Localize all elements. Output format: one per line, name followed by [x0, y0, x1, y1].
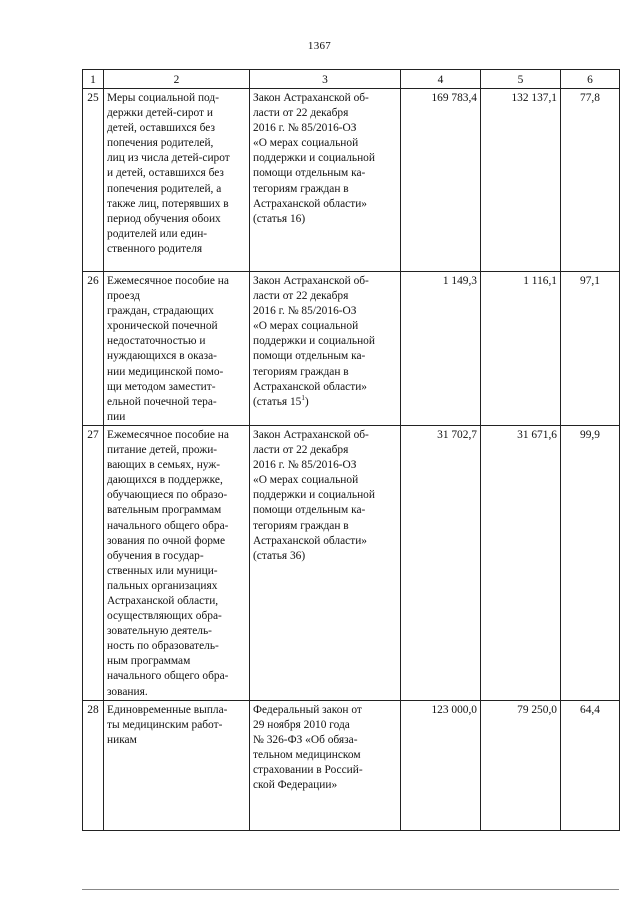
column-header: 1: [83, 70, 104, 89]
budget-table: [82, 69, 620, 831]
table-header-row: [83, 70, 620, 89]
table-row: [83, 272, 620, 426]
column-header: 3: [250, 70, 401, 89]
measure-cell: Ежемесячное пособие на проезд граждан, страдающих хронической почечной недостаточностью и нуждающихся в оказа- нии медицинской помо- щи методом заместит- ельной почечной тера- пии: [104, 272, 250, 426]
column-header: 5: [481, 70, 561, 89]
percent-cell: 64,4: [561, 700, 620, 830]
law-cell: Закон Астраханской об- ласти от 22 декабря 2016 г. № 85/2016-ОЗ «О мерах социальной поддержки и социальной помощи отдельным ка- тегориям граждан в Астраханской области» (статья 16): [250, 89, 401, 272]
amount-cell: 79 250,0: [481, 700, 561, 830]
amount-cell: 1 149,3: [401, 272, 481, 426]
percent-cell: 99,9: [561, 425, 620, 700]
law-cell: Закон Астраханской об- ласти от 22 декабря 2016 г. № 85/2016-ОЗ «О мерах социальной поддержки и социальной помощи отдельным ка- тегориям граждан в Астраханской области» (статья 36): [250, 425, 401, 700]
law-cell: Федеральный закон от 29 ноября 2010 года № 326-ФЗ «Об обяза- тельном медицинском страховании в Россий- ской Федерации»: [250, 700, 401, 830]
row-number: 25: [83, 89, 104, 272]
table-row: [83, 89, 620, 272]
law-cell: [250, 272, 401, 426]
law-article: (статья $15^1$): [253, 393, 309, 408]
amount-cell: 123 000,0: [401, 700, 481, 830]
column-header: 4: [401, 70, 481, 89]
row-number: 27: [83, 425, 104, 700]
amount-cell: 169 783,4: [401, 89, 481, 272]
measure-cell: Ежемесячное пособие на питание детей, прожи- вающих в семьях, нуж- дающихся в поддержке, обучающиеся по образо- вательным программам начального общего обра- зования по очной форме обучения в государ- ственных или муници- пальных организациях Астраханской области, осуществляющих обра- зовательную деятель- ность по образователь- ным программам начального общего обра- зования.: [104, 425, 250, 700]
measure-cell: Меры социальной под- держки детей-сирот и детей, оставшихся без попечения родителей, лиц из числа детей-сирот и детей, оставшихся без попечения родителей, а также лиц, потерявших в период обучения обоих родителей или един- ственного родителя: [104, 89, 250, 272]
row-number: 28: [83, 700, 104, 830]
measure-cell: Единовременные выпла- ты медицинским работ- никам: [104, 700, 250, 830]
amount-cell: 1 116,1: [481, 272, 561, 426]
column-header: 2: [104, 70, 250, 89]
scan-edge-line: [82, 889, 619, 890]
page-number: 1367: [307, 40, 332, 52]
law-text: Закон Астраханской об- ласти от 22 декабря 2016 г. № 85/2016-ОЗ «О мерах социальной поддержки и социальной помощи отдельным ка- тегориям граждан в Астраханской области»: [253, 275, 375, 393]
row-number: 26: [83, 272, 104, 426]
amount-cell: 132 137,1: [481, 89, 561, 272]
percent-cell: 77,8: [561, 89, 620, 272]
column-header: 6: [561, 70, 620, 89]
percent-cell: 97,1: [561, 272, 620, 426]
table-row: [83, 700, 620, 830]
amount-cell: 31 671,6: [481, 425, 561, 700]
amount-cell: 31 702,7: [401, 425, 481, 700]
table-row: [83, 425, 620, 700]
